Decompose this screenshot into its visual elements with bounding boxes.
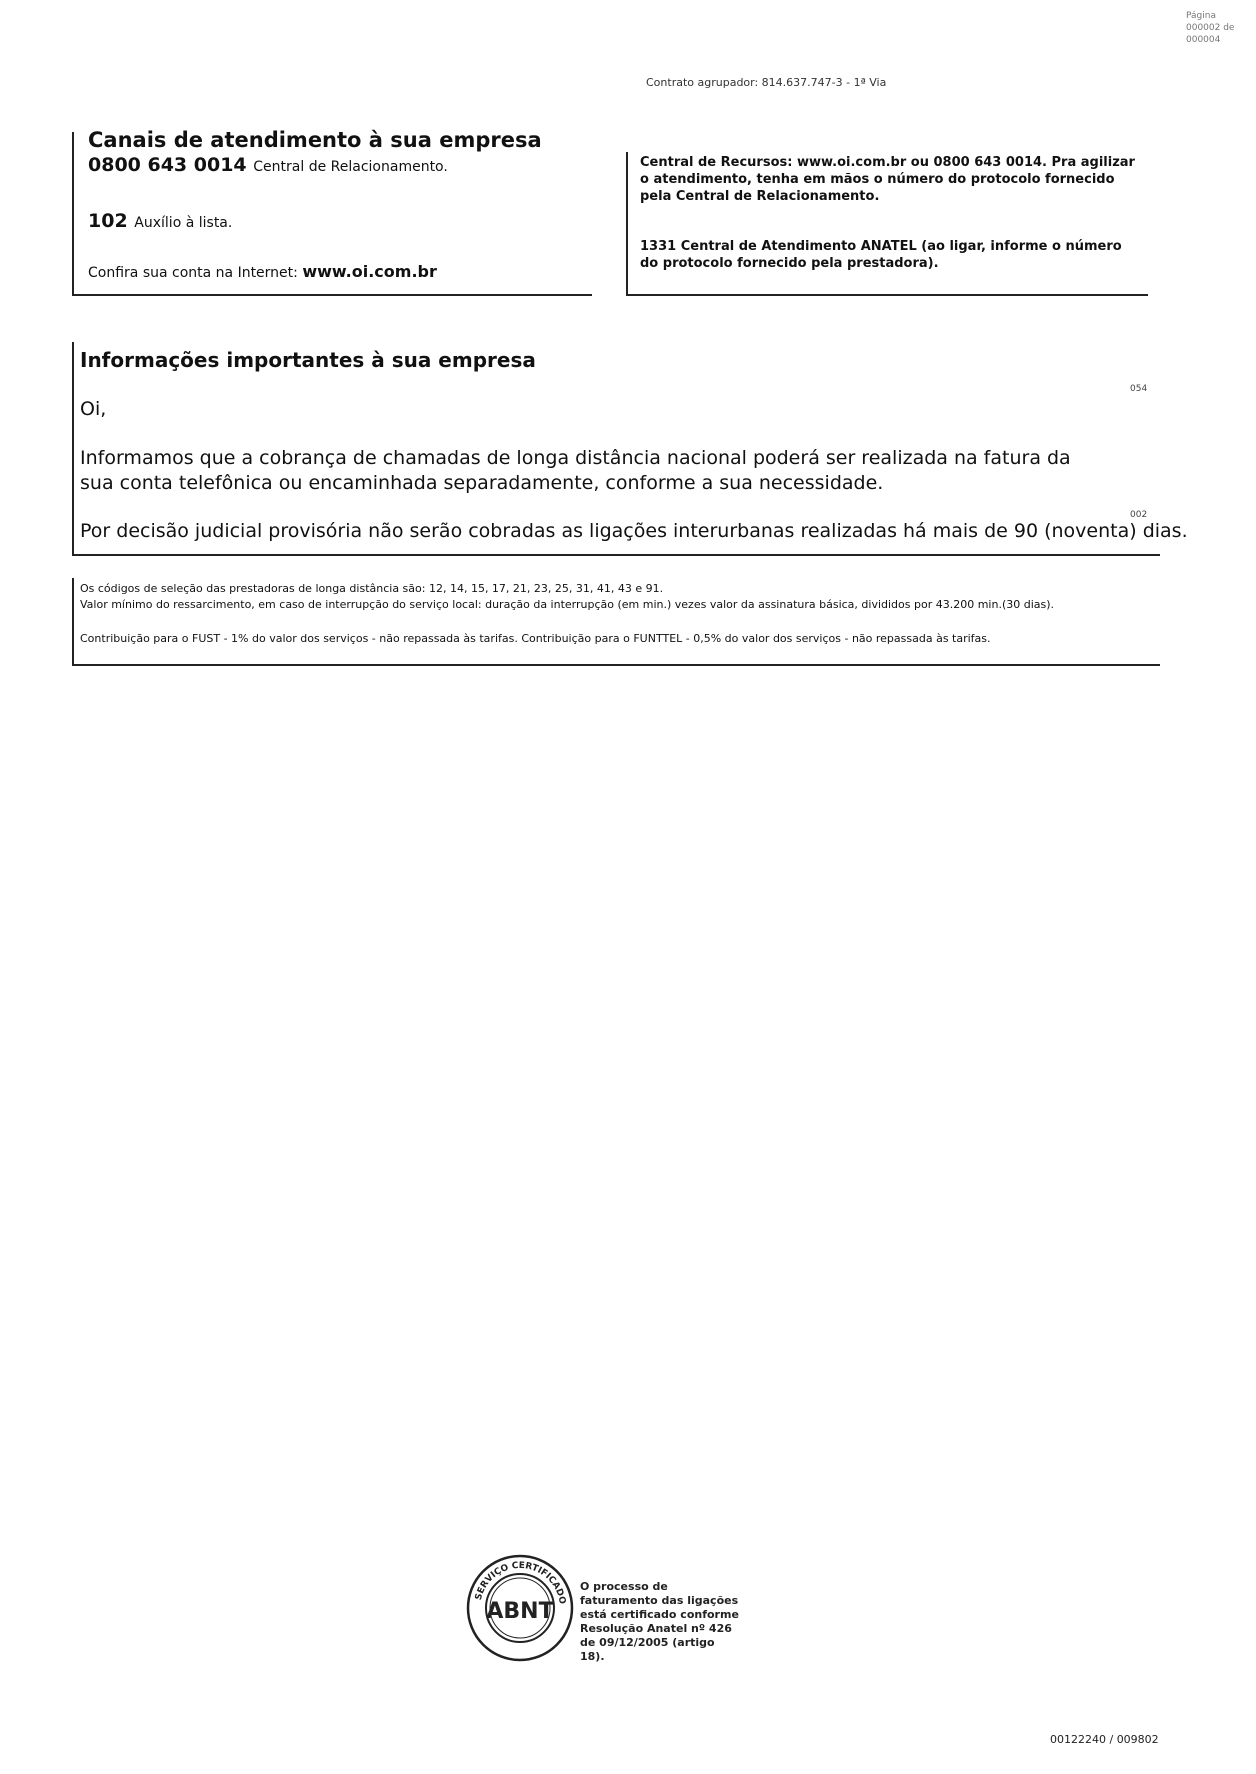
help-label: Auxílio à lista. xyxy=(134,215,233,231)
web-line xyxy=(88,262,437,281)
seal-logo-text: ABNT xyxy=(486,1599,554,1624)
note-line-2: Valor mínimo do ressarcimento, em caso de interrupção do serviço local: duração da interrupção (em min.) vezes valor da assinatura básica, divididos por 43.200 min.(30 dias). xyxy=(80,598,1055,611)
channels-title: Canais de atendimento à sua empresa xyxy=(88,128,542,152)
page-indicator-current: 000002 de xyxy=(1186,23,1235,33)
note-line-1: Os códigos de seleção das prestadoras de longa distância são: 12, 14, 15, 17, 21, 23, 25, 31, 41, 43 e 91. xyxy=(80,582,664,595)
phone-number: 0800 643 0014 xyxy=(88,154,247,176)
abnt-seal-icon xyxy=(464,1552,576,1664)
phone-line xyxy=(88,154,448,176)
phone-label: Central de Relacionamento. xyxy=(253,159,448,175)
seal-ring-text: SERVIÇO CERTIFICADO xyxy=(473,1560,567,1605)
info-message-1: Informamos que a cobrança de chamadas de longa distância nacional poderá ser realizada na fatura da sua conta telefônica ou encaminhada separadamente, conforme a sua necessidade. xyxy=(80,447,1071,494)
resources-paragraph-1: Central de Recursos: www.oi.com.br ou 0800 643 0014. Pra agilizar o atendimento, tenha em mãos o número do protocolo fornecido pela Central de Relacionamento. xyxy=(640,155,1135,204)
help-line xyxy=(88,210,232,232)
notes-box xyxy=(72,578,1160,666)
footer-number: 00122240 / 009802 xyxy=(1050,1733,1159,1746)
info-message-2: Por decisão judicial provisória não serão cobradas as ligações interurbanas realizadas há mais de 90 (noventa) dias. xyxy=(80,520,1188,542)
info-box xyxy=(72,342,1188,556)
info-title: Informações importantes à sua empresa xyxy=(80,348,536,372)
web-url: www.oi.com.br xyxy=(302,262,437,281)
page-indicator xyxy=(1186,10,1236,46)
help-number: 102 xyxy=(88,210,128,232)
info-code-2: 002 xyxy=(1130,510,1148,520)
page-indicator-total: 000004 xyxy=(1186,35,1221,45)
resources-box xyxy=(626,152,1148,296)
resources-paragraph-2: 1331 Central de Atendimento ANATEL (ao ligar, informe o número do protocolo fornecido pela prestadora). xyxy=(640,239,1122,271)
channels-box xyxy=(72,128,592,296)
info-greeting: Oi, xyxy=(80,398,107,420)
contract-reference: Contrato agrupador: 814.637.747-3 - 1ª Via xyxy=(646,76,887,89)
certification-text: O processo de faturamento das ligações está certificado conforme Resolução Anatel nº 426 de 09/12/2005 (artigo 18). xyxy=(580,1580,739,1663)
note-line-3: Contribuição para o FUST - 1% do valor dos serviços - não repassada às tarifas. Contribuição para o FUNTTEL - 0,5% do valor dos serviços - não repassada às tarifas. xyxy=(80,632,991,645)
page-indicator-label: Página xyxy=(1186,11,1216,21)
web-prefix: Confira sua conta na Internet: xyxy=(88,265,298,281)
info-code-1: 054 xyxy=(1130,384,1148,394)
